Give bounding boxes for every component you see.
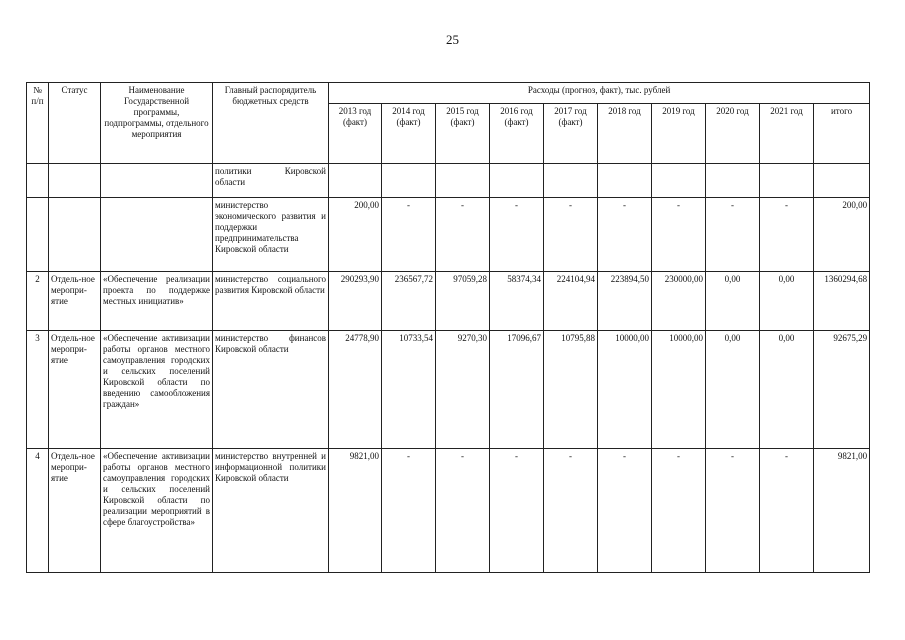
header-distributor: Главный распорядитель бюджетных средств (213, 83, 329, 164)
header-year: 2018 год (598, 104, 652, 164)
row-name: «Обеспечение активизации работы органов местного самоуправления городских и сельских поселений Кировской области по введению самообложения граждан» (101, 331, 213, 449)
header-name: Наименование Государственной программы, подпрограммы, отдельного мероприятия (101, 83, 213, 164)
table-row (27, 164, 870, 198)
row-value: - (382, 198, 436, 272)
row-name: «Обеспечение активизации работы органов местного самоуправления городских и сельских поселений Кировской области по реализации мероприятий в сфере благоустройства» (101, 449, 213, 573)
row-value: - (706, 449, 760, 573)
header-expenses: Расходы (прогноз, факт), тыс. рублей (329, 83, 870, 104)
row-num: 2 (27, 272, 49, 331)
row-name: «Обеспечение реализации проекта по поддержке местных инициатив» (101, 272, 213, 331)
row-value: - (436, 449, 490, 573)
row-value: 17096,67 (490, 331, 544, 449)
row-num (27, 198, 49, 272)
header-num: № п/п (27, 83, 49, 164)
header-year: 2021 год (760, 104, 814, 164)
row-value: 0,00 (760, 272, 814, 331)
row-status: Отдель-ное меропри-ятие (49, 331, 101, 449)
row-name (101, 164, 213, 198)
row-value: 200,00 (329, 198, 382, 272)
row-value: 223894,50 (598, 272, 652, 331)
row-value: 0,00 (706, 331, 760, 449)
row-value: 290293,90 (329, 272, 382, 331)
header-year: 2020 год (706, 104, 760, 164)
row-value: 10795,88 (544, 331, 598, 449)
row-value (598, 164, 652, 198)
row-value: 10000,00 (652, 331, 706, 449)
row-value: 0,00 (760, 331, 814, 449)
row-value: 58374,34 (490, 272, 544, 331)
row-value: 200,00 (814, 198, 870, 272)
row-num (27, 164, 49, 198)
row-value: - (598, 449, 652, 573)
header-year: 2019 год (652, 104, 706, 164)
row-value (760, 164, 814, 198)
row-value: 9821,00 (814, 449, 870, 573)
row-value: 9270,30 (436, 331, 490, 449)
row-value (706, 164, 760, 198)
header-year: 2015 год (факт) (436, 104, 490, 164)
row-value: 92675,29 (814, 331, 870, 449)
row-status (49, 198, 101, 272)
row-value (382, 164, 436, 198)
table-row (27, 331, 870, 449)
row-distributor: политики Кировской области (213, 164, 329, 198)
header-year: 2016 год (факт) (490, 104, 544, 164)
page-number: 25 (446, 32, 459, 47)
expenses-table (26, 82, 870, 573)
row-value: - (652, 198, 706, 272)
row-value: - (706, 198, 760, 272)
row-value: 224104,94 (544, 272, 598, 331)
row-status: Отдель-ное меропри-ятие (49, 449, 101, 573)
row-value: 10000,00 (598, 331, 652, 449)
row-value: 1360294,68 (814, 272, 870, 331)
table-row (27, 272, 870, 331)
row-value: - (544, 449, 598, 573)
row-value: - (490, 449, 544, 573)
header-row-top (27, 83, 870, 104)
header-year: 2014 год (факт) (382, 104, 436, 164)
row-value (436, 164, 490, 198)
header-status: Статус (49, 83, 101, 164)
row-distributor: министерство финансов Кировской области (213, 331, 329, 449)
header-year: 2013 год (факт) (329, 104, 382, 164)
row-value: - (760, 449, 814, 573)
row-value (814, 164, 870, 198)
row-value: 9821,00 (329, 449, 382, 573)
row-value: - (382, 449, 436, 573)
row-value: 230000,00 (652, 272, 706, 331)
table-row (27, 198, 870, 272)
row-name (101, 198, 213, 272)
row-value: - (598, 198, 652, 272)
row-distributor: министерство внутренней и информационной политики Кировской области (213, 449, 329, 573)
row-value: - (490, 198, 544, 272)
row-value: - (436, 198, 490, 272)
row-value (490, 164, 544, 198)
row-value: 236567,72 (382, 272, 436, 331)
row-distributor: министерство экономического развития и поддержки предпринимательства Кировской области (213, 198, 329, 272)
row-distributor: министерство социального развития Кировской области (213, 272, 329, 331)
row-value: 0,00 (706, 272, 760, 331)
row-value: - (760, 198, 814, 272)
row-value: 97059,28 (436, 272, 490, 331)
row-value: 10733,54 (382, 331, 436, 449)
row-num: 3 (27, 331, 49, 449)
row-value: 24778,90 (329, 331, 382, 449)
row-value: - (652, 449, 706, 573)
row-value (652, 164, 706, 198)
row-value (329, 164, 382, 198)
header-year: 2017 год (факт) (544, 104, 598, 164)
row-value (544, 164, 598, 198)
row-num: 4 (27, 449, 49, 573)
header-total: итого (814, 104, 870, 164)
row-status: Отдель-ное меропри-ятие (49, 272, 101, 331)
table-row (27, 449, 870, 573)
row-status (49, 164, 101, 198)
row-value: - (544, 198, 598, 272)
